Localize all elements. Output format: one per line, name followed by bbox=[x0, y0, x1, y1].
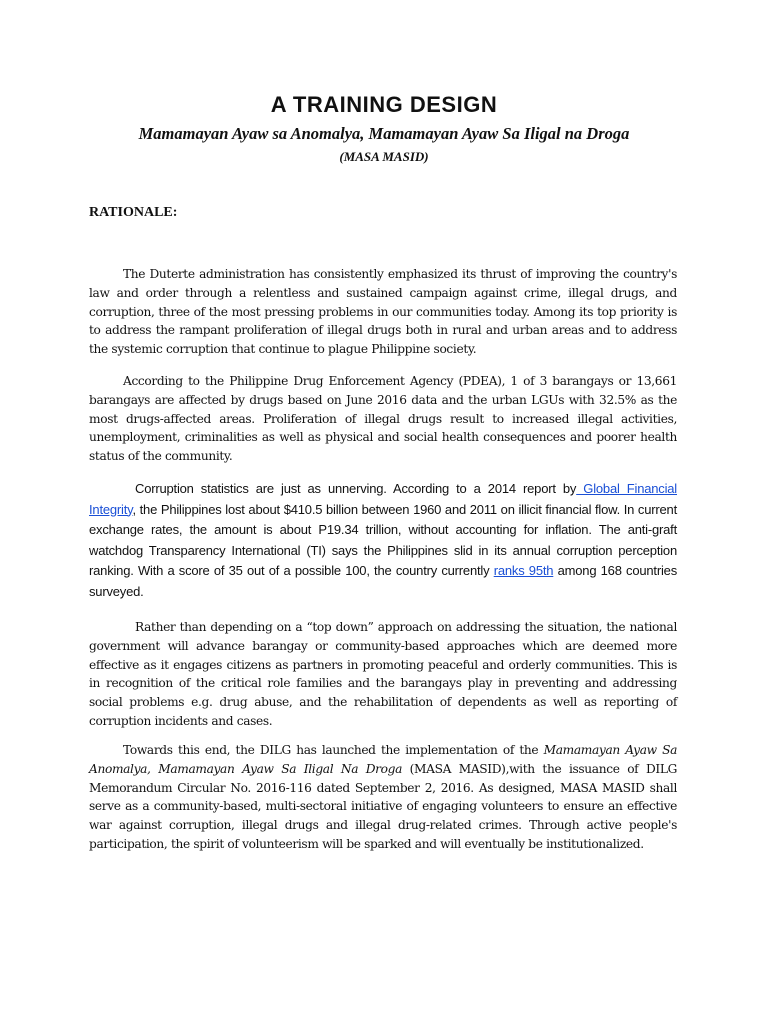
paragraph-text: Corruption statistics are just as unnerving. According to a 2014 report by bbox=[135, 481, 577, 496]
paragraph-duterte-administration: The Duterte administration has consistently emphasized its thrust of improving the country's law and order through a relentless and sustained campaign against crime, illegal drugs, and corruption, three of the most pressing problems in our communities today. Among its top priority is to address the rampant proliferation of illegal drugs both in rural and urban areas and to address the systemic corruption that continue to plague Philippine society. bbox=[89, 267, 677, 357]
paragraph-corruption-statistics bbox=[89, 479, 677, 603]
paragraph-text: among 168 countries surveyed. bbox=[89, 563, 677, 599]
paragraph-text: Towards this end, the DILG has launched the implementation of the bbox=[123, 743, 544, 757]
document-subtitle: Mamamayan Ayaw sa Anomalya, Mamamayan Ayaw Sa Iligal na Droga bbox=[138, 124, 630, 143]
document-title: A TRAINING DESIGN bbox=[270, 92, 498, 117]
paragraph-pdea-statistics: According to the Philippine Drug Enforcement Agency (PDEA), 1 of 3 barangays or 13,661 barangays are affected by drugs based on June 2016 data and the urban LGUs with 32.5% as the most drugs-affected areas. Proliferation of illegal drugs result to increased illegal activities, unemployment, criminalities as well as physical and social health consequences and poorer health status of the community. bbox=[89, 374, 677, 464]
program-name-italic: Mamamayan Ayaw Sa Anomalya, Mamamayan Ayaw Sa Iligal Na Droga bbox=[89, 743, 677, 776]
paragraph-community-approach: Rather than depending on a “top down” approach on addressing the situation, the national government will advance barangay or community-based approaches which are deemed more effective as it engages citizens as partners in promoting peaceful and orderly communities. This is in recognition of the critical role families and the barangays play in preventing and addressing social problems e.g. drug abuse, and the rehabilitation of dependents as well as reporting of corruption incidents and cases. bbox=[89, 620, 677, 728]
ranks-95th-link[interactable]: ranks 95th bbox=[493, 563, 554, 579]
section-heading-rationale: RATIONALE: bbox=[89, 205, 178, 220]
paragraph-text: (MASA MASID),with the issuance of DILG Memorandum Circular No. 2016-116 dated September 2, 2016. As designed, MASA MASID shall serve as a community-based, multi-sectoral initiative of engaging volunteers to ensure an effective war against corruption, illegal drugs and illegal drug-related crimes. Through active people's participation, the spirit of volunteerism will be sparked and will eventually be institutionalized. bbox=[89, 761, 677, 851]
paragraph-text: , the Philippines lost about $410.5 billion between 1960 and 2011 on illicit financial flow. In current exchange rates, the amount is about P19.34 trillion, without accounting for inflation. The anti-graft watchdog Transparency International (TI) says the Philippines slid in its annual corruption perception ranking. With a score of 35 out of a possible 100, the country currently bbox=[89, 501, 677, 579]
program-acronym: (MASA MASID) bbox=[339, 149, 429, 164]
paragraph-masa-masid-launch bbox=[89, 741, 677, 854]
global-financial-integrity-link[interactable]: Global Financial Integrity bbox=[89, 481, 677, 517]
